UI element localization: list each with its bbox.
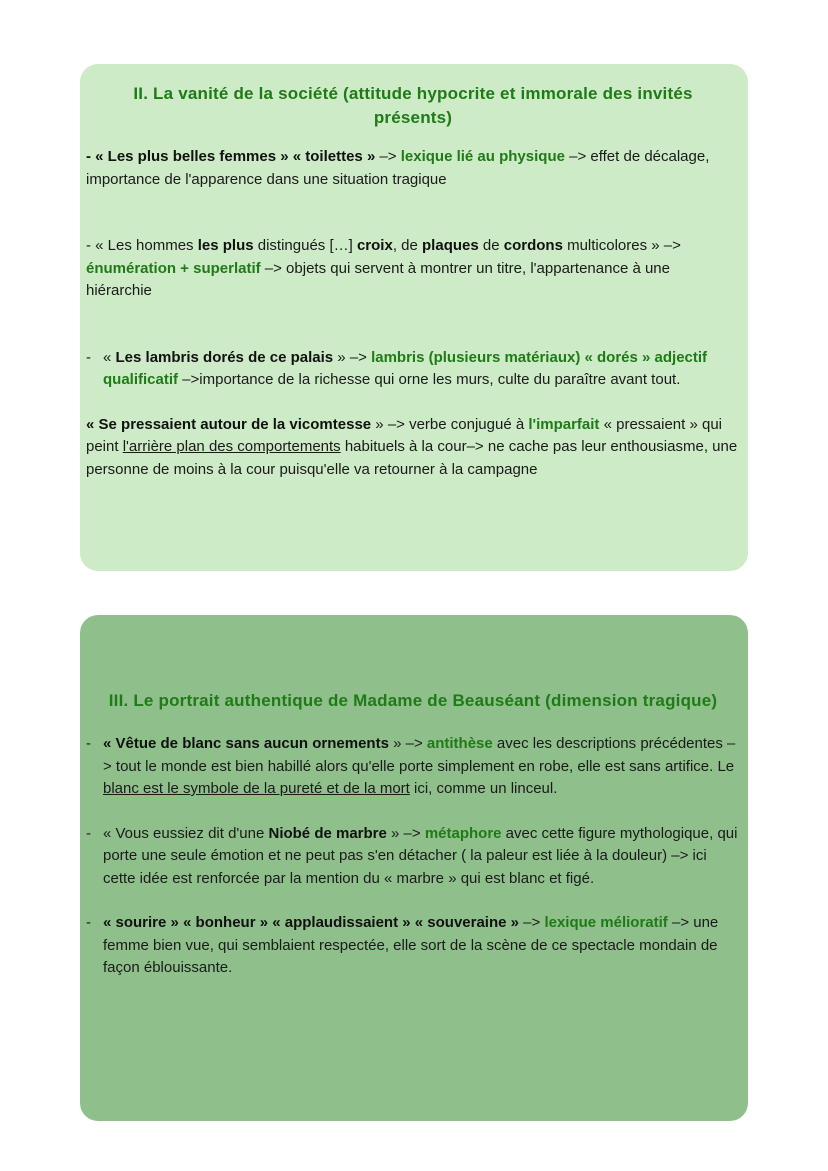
figure-label: métaphore [424, 824, 502, 842]
quote-text: « [86, 415, 99, 433]
bullet-dash: - [86, 824, 91, 842]
underlined-text: l'arrière plan des comportements [122, 438, 341, 455]
bullet-dash: - [86, 735, 91, 752]
quote-text: - « Les plus belles femmes » « toilettes » [86, 148, 376, 165]
quote-bold: Se pressaient autour de la vicomtesse [98, 415, 372, 433]
quote-bold: croix [356, 237, 393, 254]
quote-bold: plaques [422, 237, 479, 254]
quote-text: - « Les hommes [86, 237, 198, 254]
paragraph-niobe [86, 823, 740, 891]
quote-bold: « Vêtue de blanc sans aucun ornements [103, 735, 389, 752]
bullet-dash: - [86, 914, 91, 931]
figure-label: l'imparfait [528, 415, 600, 433]
section-title: III. Le portrait authentique de Madame de Beauséant (dimension tragique) [108, 691, 718, 710]
quote-text: , de [392, 237, 423, 254]
quote-text: multicolores » –> [562, 237, 681, 254]
analysis-text: –> effet de décalage, importance de l'apparence dans une situation tragique [86, 148, 710, 188]
paragraph-hommes [86, 235, 740, 303]
figure-label: lexique mélioratif [544, 914, 668, 931]
analysis-text: –> une femme bien vue, qui semblaient respectée, elle sort de la scène de ce spectacle mondain de façon éblouissante. [103, 914, 719, 976]
figure-label: antithèse [426, 735, 493, 752]
figure-label: énumération + superlatif [86, 259, 261, 277]
arrow-text: –> [519, 914, 545, 931]
section-card-portrait [80, 615, 748, 1121]
arrow-text: » –> verbe conjugué à [371, 415, 529, 433]
section-card-vanite [80, 64, 748, 571]
analysis-text: « pressaient » qui peint [86, 415, 723, 455]
quote-bold: Niobé de marbre [268, 824, 387, 842]
analysis-text: avec cette figure mythologique, qui porte une seule émotion et ne peut pas s'en détacher ( la paleur est liée à la douleur) –> ici cette idée est renforcée par la mention du « marbre » qui est blanc et figé. [103, 824, 738, 887]
quote-text: de [478, 237, 504, 254]
paragraph-femmes [86, 146, 740, 191]
figure-label: lambris (plusieurs matériaux) « dorés » adjectif qualificatif [103, 348, 708, 388]
paragraph-sourire [86, 912, 740, 980]
arrow-text: » –> [388, 735, 427, 752]
section-title: II. La vanité de la société (attitude hypocrite et immorale des invités présents) [133, 84, 693, 127]
arrow-text: » –> [333, 348, 372, 366]
arrow-text: » –> [386, 824, 425, 842]
arrow-text: –> [375, 148, 401, 165]
quote-bold: les plus [197, 237, 254, 254]
quote-bold: Les lambris dorés de ce palais [115, 348, 334, 366]
quote-text: « Vous eussiez dit d'une [103, 824, 269, 842]
analysis-text: ici, comme un linceul. [409, 780, 558, 797]
paragraph-lambris [86, 347, 740, 392]
analysis-text: habituels à la cour–> ne cache pas leur enthousiasme, une personne de moins à la cour puisqu'elle va retourner à la campagne [86, 438, 738, 478]
quote-text: « [103, 348, 116, 366]
quote-bold: cordons [503, 237, 563, 254]
analysis-text: –> objets qui servent à montrer un titre, l'appartenance à une hiérarchie [86, 259, 670, 299]
paragraph-vetue [86, 733, 740, 801]
quote-bold: « sourire » « bonheur » « applaudissaient » « souveraine » [103, 914, 519, 931]
paragraph-pressaient [86, 414, 740, 482]
figure-label: lexique lié au physique [400, 148, 565, 165]
quote-text: distingués […] [253, 237, 357, 254]
underlined-text: blanc est le symbole de la pureté et de la mort [103, 780, 410, 797]
bullet-dash: - [86, 348, 91, 366]
analysis-text: –>importance de la richesse qui orne les murs, culte du paraître avant tout. [178, 371, 681, 388]
analysis-text: avec les descriptions précédentes –> tout le monde est bien habillé alors qu'elle porte simplement en robe, elle est sans artifice. Le [103, 735, 736, 775]
